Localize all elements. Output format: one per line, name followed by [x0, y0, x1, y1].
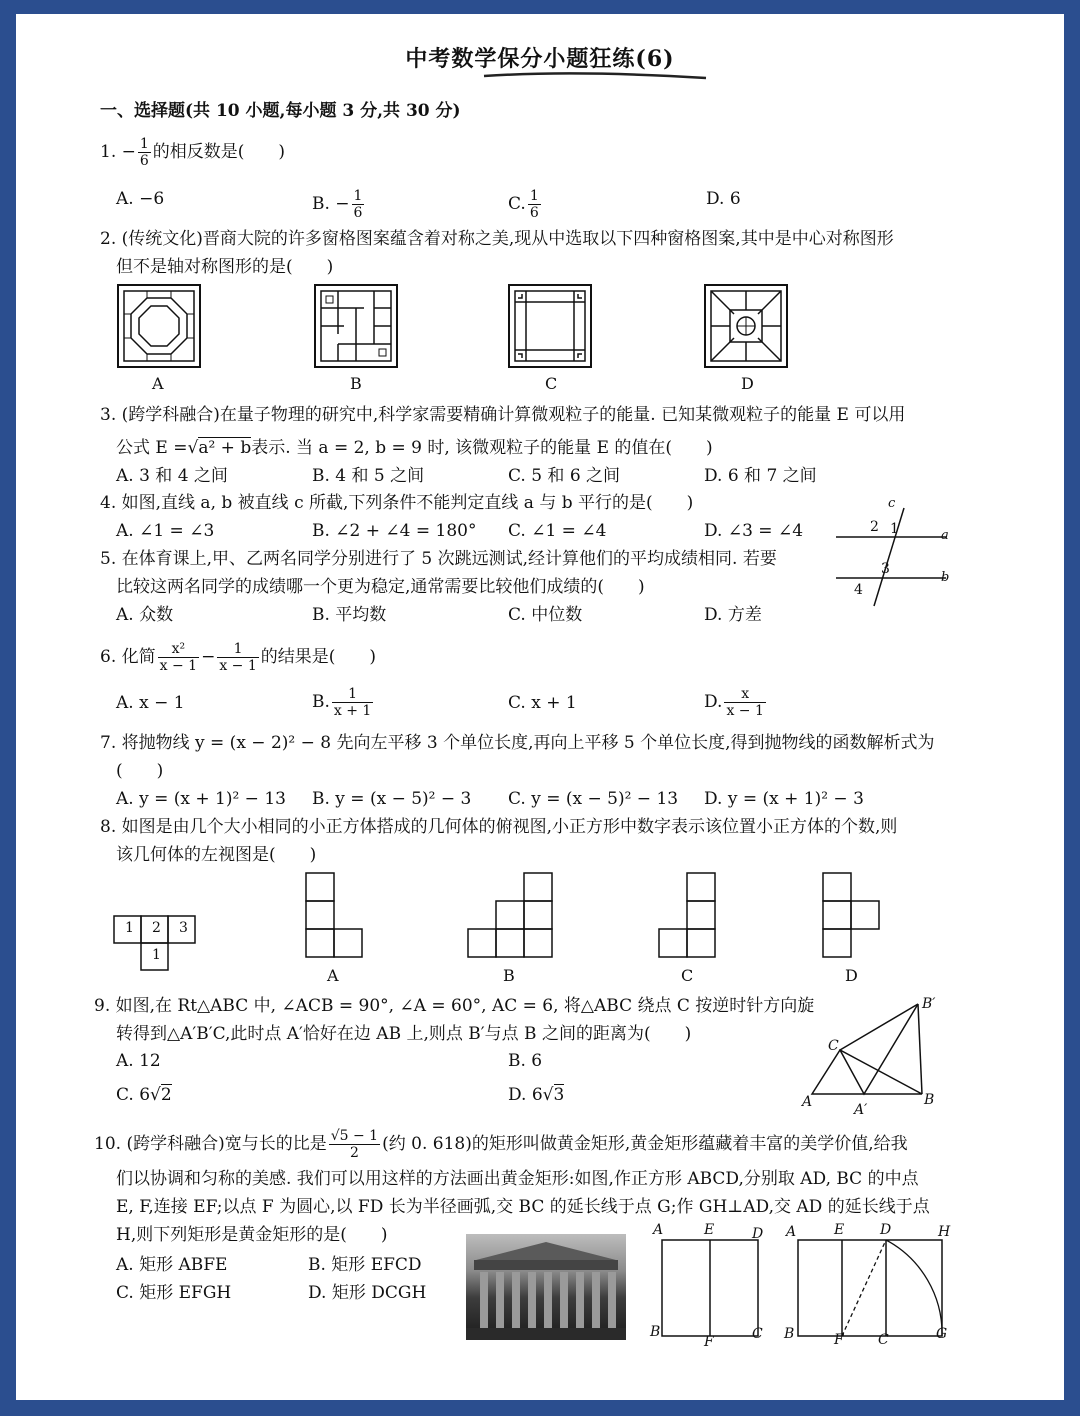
- q4-option-b: B. ∠2 + ∠4 = 180°: [312, 521, 477, 541]
- q9-rotation-triangle-figure: [806, 1000, 936, 1110]
- section-heading: 一、选择题(共 10 小题,每小题 3 分,共 30 分): [100, 101, 461, 121]
- q8-label-d: D: [845, 966, 858, 985]
- q1-fraction: $\frac{1}{6}$: [139, 136, 149, 169]
- q5-option-c: C. 中位数: [508, 605, 583, 625]
- q10-fig2-label-b: B: [784, 1326, 795, 1342]
- q1-text: 的相反数是( ): [152, 142, 286, 162]
- q2-line1: 2. (传统文化)晋商大院的许多窗格图案蕴含着对称之美,现从中选取以下四种窗格图案,其中是中心对称图形: [100, 229, 894, 249]
- page-title: 中考数学保分小题狂练(6): [405, 46, 675, 72]
- q9-line1: 9. 如图,在 Rt△ABC 中, ∠ACB = 90°, ∠A = 60°, AC = 6, 将△ABC 绕点 C 按逆时针方向旋: [94, 996, 815, 1016]
- q4-option-d: D. ∠3 = ∠4: [704, 521, 804, 541]
- q2-line2: 但不是轴对称图形的是( ): [116, 257, 334, 277]
- q10-fig2-label-c: C: [878, 1332, 889, 1348]
- q5-option-d: D. 方差: [704, 605, 762, 625]
- q8-option-d-view: [822, 872, 882, 962]
- q10-fig2-label-d: D: [880, 1222, 892, 1238]
- q10-option-b: B. 矩形 EFCD: [308, 1255, 422, 1275]
- q9-line2: 转得到△A′B′C,此时点 A′恰好在边 AB 上,则点 B′与点 B 之间的距离为( ): [116, 1024, 692, 1044]
- q4-option-c: C. ∠1 = ∠4: [508, 521, 607, 541]
- q4-angle-1: 1: [890, 521, 899, 537]
- q10-line4: H,则下列矩形是黄金矩形的是( ): [116, 1225, 388, 1245]
- q5-option-b: B. 平均数: [312, 605, 387, 625]
- q7-option-d: D. y = (x + 1)² − 3: [704, 789, 864, 809]
- q1-option-a: A. −6: [116, 189, 165, 209]
- q1-option-c: C. $\frac{1}{6}$: [508, 188, 539, 221]
- q2-window-d: [704, 284, 788, 368]
- q8-grid-cell: 1: [125, 920, 134, 936]
- q10-fig2-label-a: A: [786, 1224, 797, 1240]
- q9-option-d: D. 6√3: [508, 1085, 565, 1105]
- q2-window-c: [508, 284, 592, 368]
- q10-fig1-label-b: B: [650, 1324, 661, 1340]
- q9-option-b: B. 6: [508, 1051, 543, 1071]
- q10-fig1-label-a: A: [653, 1222, 664, 1238]
- q4-label-a: a: [941, 528, 949, 543]
- q6-stem: 6. 化简 $\frac{\text{x²}}{x - 1}$ − $\frac{1}{x - 1}$ 的结果是( ): [100, 641, 377, 674]
- q2-label-b: B: [350, 374, 362, 393]
- q1-option-d: D. 6: [706, 189, 741, 209]
- q3-option-b: B. 4 和 5 之间: [312, 466, 425, 486]
- q7-line1: 7. 将抛物线 y = (x − 2)² − 8 先向左平移 3 个单位长度,再向上平移 5 个单位长度,得到抛物线的函数解析式为: [100, 733, 935, 753]
- q8-line2: 该几何体的左视图是( ): [116, 845, 317, 865]
- q10-fig2-label-g: G: [936, 1326, 948, 1342]
- q8-option-b-view: [467, 872, 557, 962]
- q8-label-b: B: [503, 966, 515, 985]
- q6-option-b: B. $\frac{1}{x + 1}$: [312, 686, 372, 719]
- parthenon-photo-columns: [466, 1234, 626, 1340]
- q1-stem: [100, 136, 285, 169]
- q9-label-c: C: [828, 1038, 839, 1054]
- q6-option-c: C. x + 1: [508, 693, 577, 713]
- q7-option-a: A. y = (x + 1)² − 13: [116, 789, 286, 809]
- q6-option-d: D. $\frac{x}{x - 1}$: [704, 686, 764, 719]
- q8-grid-cell: 2: [152, 920, 161, 936]
- q2-label-c: C: [545, 374, 558, 393]
- q4-label-b: b: [941, 570, 950, 585]
- q10-line1: 10. (跨学科融合)宽与长的比是 $\frac{√5 - 1}{2}$ (约 0. 618)的矩形叫做黄金矩形,黄金矩形蕴藏着丰富的美学价值,给我: [94, 1128, 908, 1161]
- q7-line2: ( ): [116, 761, 164, 781]
- q10-option-d: D. 矩形 DCGH: [308, 1283, 427, 1303]
- q5-line1: 5. 在体育课上,甲、乙两名同学分别进行了 5 次跳远测试,经计算他们的平均成绩相同. 若要: [100, 549, 777, 569]
- q7-option-b: B. y = (x − 5)² − 3: [312, 789, 472, 809]
- q8-grid-cell: 1: [152, 947, 161, 963]
- q6-option-a: A. x − 1: [116, 693, 185, 713]
- q4-option-a: A. ∠1 = ∠3: [116, 521, 215, 541]
- q4-angle-3: 3: [881, 561, 890, 577]
- q3-line2: 公式 E =√a² + b表示. 当 a = 2, b = 9 时, 该微观粒子的能量 E 的值在( ): [116, 438, 713, 458]
- q9-label-a-prime: A′: [854, 1102, 868, 1118]
- q2-label-a: A: [152, 374, 164, 393]
- q10-fig2-label-e: E: [834, 1222, 845, 1238]
- q5-line2: 比较这两名同学的成绩哪一个更为稳定,通常需要比较他们成绩的( ): [116, 577, 645, 597]
- q9-label-a: A: [802, 1094, 813, 1110]
- q10-option-a: A. 矩形 ABFE: [116, 1255, 228, 1275]
- q10-option-c: C. 矩形 EFGH: [116, 1283, 232, 1303]
- q3-option-a: A. 3 和 4 之间: [116, 466, 228, 486]
- q9-label-b-prime: B′: [922, 996, 936, 1012]
- q10-line2: 们以协调和匀称的美感. 我们可以用这样的方法画出黄金矩形:如图,作正方形 ABCD,分别取 AD, BC 的中点: [116, 1169, 919, 1189]
- title-underline: [16, 14, 1064, 94]
- q3-line1: 3. (跨学科融合)在量子物理的研究中,科学家需要精确计算微观粒子的能量. 已知某微观粒子的能量 E 可以用: [100, 405, 906, 425]
- q10-golden-rectangle-figure: [792, 1234, 952, 1344]
- q10-fig1-label-f: F: [704, 1334, 714, 1350]
- q4-parallel-lines-figure: [830, 498, 960, 608]
- q9-label-b: B: [924, 1092, 935, 1108]
- q7-option-c: C. y = (x − 5)² − 13: [508, 789, 679, 809]
- sqrt-symbol: √: [187, 438, 199, 458]
- q4-angle-4: 4: [854, 582, 863, 598]
- q2-window-a: [117, 284, 201, 368]
- q8-label-c: C: [681, 966, 694, 985]
- q4-label-c: c: [888, 496, 896, 511]
- q5-option-a: A. 众数: [116, 605, 174, 625]
- q10-fig2-label-f: F: [834, 1332, 844, 1348]
- q8-option-c-view: [658, 872, 718, 962]
- q4-angle-2: 2: [870, 519, 879, 535]
- q10-fig1-label-c: C: [752, 1326, 763, 1342]
- exam-paper: [16, 14, 1064, 1400]
- q4-stem: 4. 如图,直线 a, b 被直线 c 所截,下列条件不能判定直线 a 与 b 平行的是( ): [100, 493, 694, 513]
- q1-option-b: B. − $\frac{1}{6}$: [312, 188, 363, 221]
- q2-window-b: [314, 284, 398, 368]
- q8-option-a-view: [305, 872, 365, 962]
- q9-option-c: C. 6√2: [116, 1085, 172, 1105]
- q10-fig1-label-e: E: [704, 1222, 715, 1238]
- q10-line3: E, F,连接 EF;以点 F 为圆心,以 FD 长为半径画弧,交 BC 的延长线于点 G;作 GH⊥AD,交 AD 的延长线于点: [116, 1197, 930, 1217]
- q2-label-d: D: [741, 374, 754, 393]
- q8-grid-cell: 3: [179, 920, 188, 936]
- q9-option-a: A. 12: [116, 1051, 161, 1071]
- q10-square-figure: [656, 1234, 766, 1344]
- q10-fig2-label-h: H: [938, 1224, 951, 1240]
- q10-fig1-label-d: D: [752, 1226, 764, 1242]
- q3-option-d: D. 6 和 7 之间: [704, 466, 817, 486]
- q8-line1: 8. 如图是由几个大小相同的小正方体搭成的几何体的俯视图,小正方形中数字表示该位置小正方体的个数,则: [100, 817, 898, 837]
- q8-label-a: A: [327, 966, 339, 985]
- q3-option-c: C. 5 和 6 之间: [508, 466, 621, 486]
- q1-number: 1. −: [100, 142, 136, 162]
